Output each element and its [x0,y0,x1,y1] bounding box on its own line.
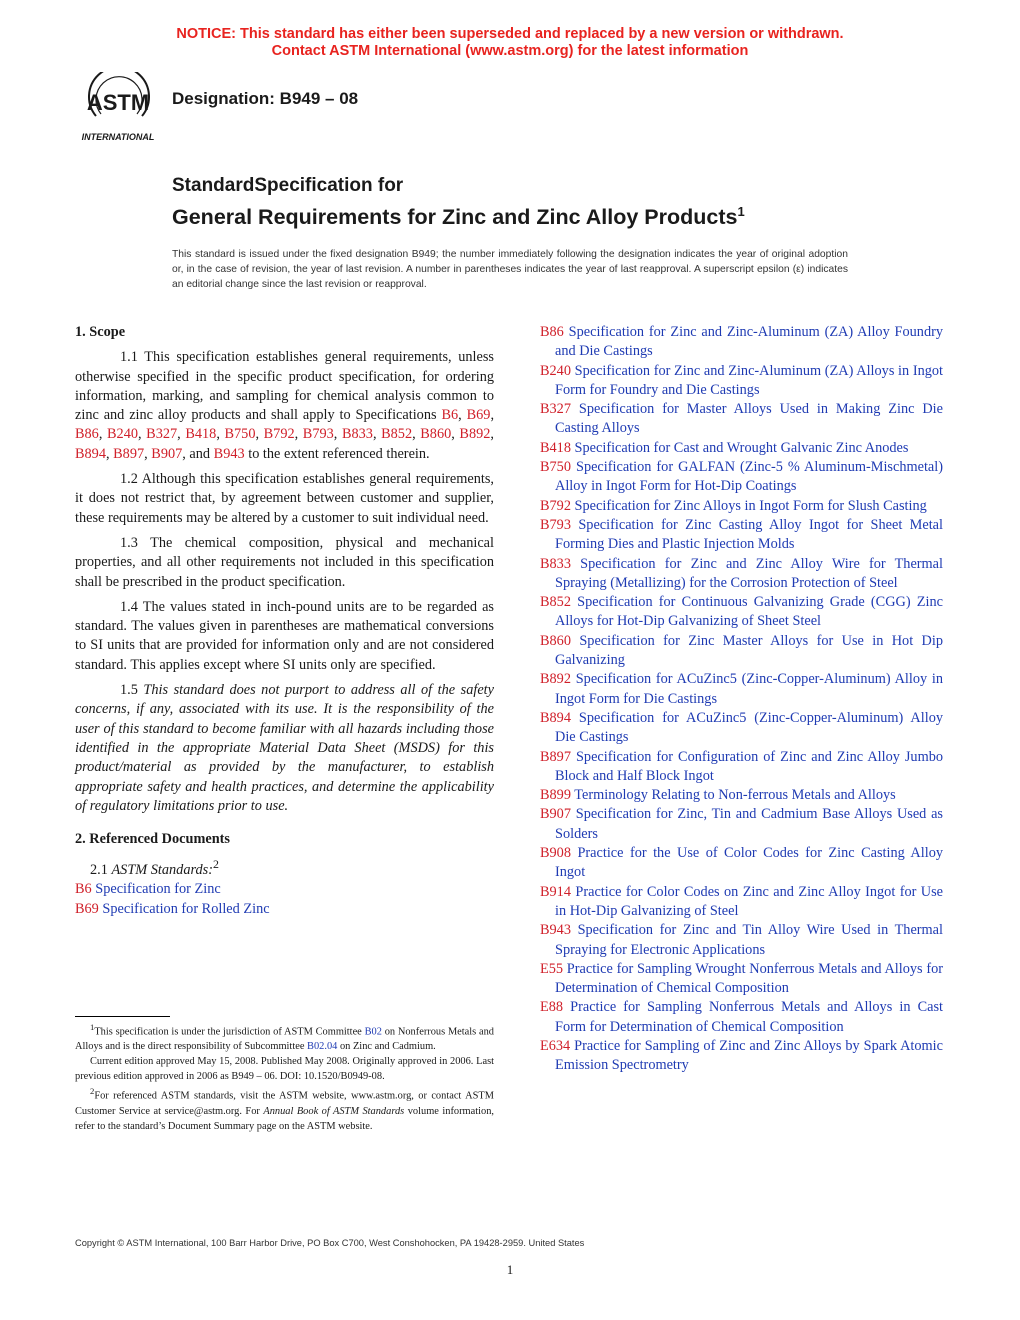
ref-link-b750[interactable]: B750 [224,426,256,443]
reference-code-link[interactable]: B897 [540,748,571,765]
ref-link-b852[interactable]: B852 [381,426,413,443]
reference-code-link[interactable]: B833 [540,555,571,572]
reference-item [540,458,943,497]
footnote-edition: Current edition approved May 15, 2008. Published May 2008. Originally approved in 2006. Last previous edition approved in 2006 as B949 – 06. DOI: 10.1520/B0949-08. [75,1056,494,1083]
reference-title-link[interactable]: Specification for ACuZinc5 (Zinc-Copper-Aluminum) Alloy in Ingot Form for Die Castings [555,671,943,707]
reference-code-link[interactable]: B327 [540,401,571,418]
ref-link-b327[interactable]: B327 [146,426,178,443]
reference-item [540,323,943,362]
reference-title-link[interactable]: Specification for Zinc [91,881,221,898]
reference-item [540,921,943,960]
ref-link-b792[interactable]: B792 [263,426,295,443]
reference-code-link[interactable]: B69 [75,900,99,917]
ref-link-b907[interactable]: B907 [151,445,183,462]
reference-title-link[interactable]: Practice for Color Codes on Zinc and Zinc Alloy Ingot for Use in Hot-Dip Galvanizing of Steel [555,883,943,919]
ref-link-b418[interactable]: B418 [185,426,217,443]
svg-text:INTERNATIONAL: INTERNATIONAL [81,132,155,142]
reference-title-link[interactable]: Specification for Zinc and Zinc Alloy Wire for Thermal Spraying (Metallizing) for the Corrosion Protection of Steel [555,555,943,591]
reference-code-link[interactable]: B943 [540,922,571,939]
ref-link-b894[interactable]: B894 [75,445,106,462]
reference-item [540,1037,943,1076]
ref-link-b6[interactable]: B6 [441,407,459,424]
reference-item [540,362,943,401]
reference-code-link[interactable]: B899 [540,787,571,804]
reference-code-link[interactable]: B892 [540,671,571,688]
reference-code-link[interactable]: B86 [540,324,564,340]
title-footnote-mark: 1 [737,204,745,219]
astm-standards-subheading: 2.1 ASTM Standards:$^2$ [90,857,219,879]
notice-line-1: NOTICE: This standard has either been superseded and replaced by a new version or withdrawn. [176,26,844,42]
reference-code-link[interactable]: B860 [540,632,571,649]
footnote-2: $^2$For referenced ASTM standards, visit the ASTM website, www.astm.org, or contact ASTM Customer Service at service@astm.org. For Annual Book of ASTM Standards volume information, refer to the standard’s Document Summary page on the ASTM website. [75,1086,495,1132]
issuance-note: This standard is issued under the fixed designation B949; the number immediately following the designation indicates the year of original adoption or, in the case of revision, the year of last revision. A number in parentheses indicates the year of last reapproval. A superscript epsilon (ε) indicates an editorial change since the last revision or reapproval. [172,249,848,290]
reference-item [540,555,943,594]
reference-code-link[interactable]: B240 [540,362,571,379]
withdrawal-notice [0,26,1020,60]
reference-title-link[interactable]: Specification for Zinc and Zinc-Aluminum (ZA) Alloys in Ingot Form for Foundry and Die Castings [555,362,943,398]
reference-item [540,400,943,439]
reference-code-link[interactable]: B852 [540,594,571,611]
reference-item [540,960,943,999]
reference-item [540,632,943,671]
reference-item [75,880,494,899]
ref-link-b240[interactable]: B240 [107,426,138,443]
title-line-1: StandardSpecification for [172,175,404,196]
reference-item [540,593,943,632]
reference-title-link[interactable]: Specification for Zinc Master Alloys for Use in Hot Dip Galvanizing [555,632,943,669]
reference-title-link[interactable]: Practice for Sampling of Zinc and Zinc Alloys by Spark Atomic Emission Spectrometry [555,1037,943,1074]
reference-item [540,883,943,922]
scope-heading: 1. Scope [75,324,126,340]
designation: Designation: B949 – 08 [172,89,359,108]
reference-code-link[interactable]: E88 [540,999,564,1016]
scope-paragraph-1: 1.1 This specification establishes general requirements, unless otherwise specified in the specific product specification, for ordering information, marking, and sampling for chemical analysis common to zinc and zinc alloy products and shall apply to Specifications B6, B69, B86, B240, B327, B418, B750, B792, B793, B833, B852, B860, B892, B894, B897, B907, and B943 to the extent referenced therein. [75,349,495,462]
reference-code-link[interactable]: B418 [540,439,571,456]
left-reference-list [75,880,494,919]
right-column [540,323,943,1076]
reference-title-link[interactable]: Practice for Sampling Nonferrous Metals and Alloys in Cast Form for Determination of Chemical Composition [555,999,943,1035]
ref-link-b943[interactable]: B943 [213,445,245,462]
reference-item [540,670,943,709]
reference-code-link[interactable]: B908 [540,845,571,862]
reference-code-link[interactable]: B914 [540,883,571,900]
footnote-1: $^1$This specification is under the jurisdiction of ASTM Committee B02 on Nonferrous Metals and Alloys and is the direct responsibility of Subcommittee B02.04 on Zinc and Cadmium. [75,1022,494,1053]
reference-item [540,439,943,458]
svg-text:ASTM: ASTM [86,90,150,115]
ref-link-b897[interactable]: B897 [113,445,145,462]
ref-link-b69[interactable]: B69 [466,407,491,424]
reference-item [540,805,943,844]
reference-code-link[interactable]: B907 [540,806,571,823]
reference-code-link[interactable]: B6 [75,881,92,898]
reference-title-link[interactable]: Specification for Zinc Casting Alloy Ingot for Sheet Metal Forming Dies and Plastic Injection Molds [555,516,943,553]
referenced-documents-heading: 2. Referenced Documents [75,831,230,848]
scope-paragraph-5: 1.5 This standard does not purport to address all of the safety concerns, if any, associated with its use. It is the responsibility of the user of this standard to become familiar with all hazards including those identified in the appropriate Material Data Sheet (MSDS) for this product/material as provided by the manufacturer, to establish appropriate safety and health practices, and determine the applicability of regulatory limitations prior to use. [75,682,494,814]
scope-paragraph-3: 1.3 The chemical composition, physical and mechanical properties, and all other requirements not included in this specification shall be prescribed in the product specification. [75,534,494,590]
reference-item [540,786,943,805]
scope-paragraph-2: 1.2 Although this specification establishes general requirements, it does not restrict that, by agreement between customer and supplier, these requirements may be altered by a customer to suit individual need. [75,471,494,526]
reference-code-link[interactable]: B793 [540,516,571,533]
reference-code-link[interactable]: B792 [540,497,571,514]
left-column [75,323,494,919]
footnotes [75,1016,494,1134]
page-number: 1 [506,1262,514,1277]
subcommittee-link[interactable]: B02.04 [307,1041,338,1053]
reference-title-link[interactable]: Specification for Zinc and Zinc-Aluminum (ZA) Alloy Foundry and Die Castings [555,324,943,360]
reference-title-link[interactable]: Specification for Zinc and Tin Alloy Wire Used in Thermal Spraying for Electronic Applications [555,922,943,958]
reference-item [540,516,943,555]
title-line-2: General Requirements for Zinc and Zinc Alloy Products$^1$ [172,204,745,230]
astm-logo-icon [74,72,160,144]
reference-item [540,998,943,1037]
scope-paragraph-4: 1.4 The values stated in inch-pound units are to be regarded as standard. The values given in parentheses are mathematical conversions to SI units that are provided for information only and are not considered standard. This applies except where SI units only are specified. [75,598,494,673]
ref-link-b86[interactable]: B86 [75,426,99,443]
ref-link-b860[interactable]: B860 [420,426,452,443]
committee-link[interactable]: B02 [364,1026,382,1038]
reference-title-link[interactable]: Specification for ACuZinc5 (Zinc-Copper-Aluminum) Alloy Die Castings [555,709,943,746]
reference-title-link[interactable]: Practice for Sampling Wrought Nonferrous Metals and Alloys for Determination of Chemical Composition [555,960,943,997]
reference-title-link[interactable]: Terminology Relating to Non-ferrous Metals and Alloys [570,787,896,804]
reference-code-link[interactable]: E55 [540,960,564,977]
reference-item [540,497,943,516]
reference-title-link[interactable]: Specification for GALFAN (Zinc-5 % Aluminum-Mischmetal) Alloy in Ingot Form for Hot-Dip Coatings [555,459,943,495]
reference-item [540,709,943,748]
reference-title-link[interactable]: Specification for Cast and Wrought Galvanic Zinc Anodes [570,439,909,456]
reference-item [75,900,494,919]
right-reference-list [540,323,943,1076]
reference-title-link[interactable]: Specification for Master Alloys Used in Making Zinc Die Casting Alloys [555,401,943,437]
reference-code-link[interactable]: B894 [540,709,571,726]
notice-line-2: Contact ASTM International (www.astm.org) for the latest information [271,43,749,59]
ref-link-b793[interactable]: B793 [302,426,334,443]
reference-code-link[interactable]: E634 [540,1037,571,1054]
reference-title-link[interactable]: Specification for Configuration of Zinc and Zinc Alloy Jumbo Block and Half Block Ingot [555,748,943,784]
ref-link-b892[interactable]: B892 [459,426,491,443]
reference-title-link[interactable]: Specification for Continuous Galvanizing Grade (CGG) Zinc Alloys for Hot-Dip Galvanizing of Sheet Steel [555,594,943,630]
document-title [172,175,745,232]
reference-title-link[interactable]: Practice for the Use of Color Codes for Zinc Casting Alloy Ingot [555,845,943,881]
ref-link-b833[interactable]: B833 [341,426,373,443]
footnote-rule [75,1016,170,1017]
reference-title-link[interactable]: Specification for Zinc, Tin and Cadmium Base Alloys Used as Solders [555,806,943,842]
reference-title-link[interactable]: Specification for Zinc Alloys in Ingot Form for Slush Casting [570,497,927,514]
reference-code-link[interactable]: B750 [540,459,571,476]
copyright: Copyright © ASTM International, 100 Barr Harbor Drive, PO Box C700, West Conshohocken, PA 19428-2959. United States [75,1238,585,1248]
reference-title-link[interactable]: Specification for Rolled Zinc [98,900,270,917]
reference-item [540,748,943,787]
reference-item [540,844,943,883]
